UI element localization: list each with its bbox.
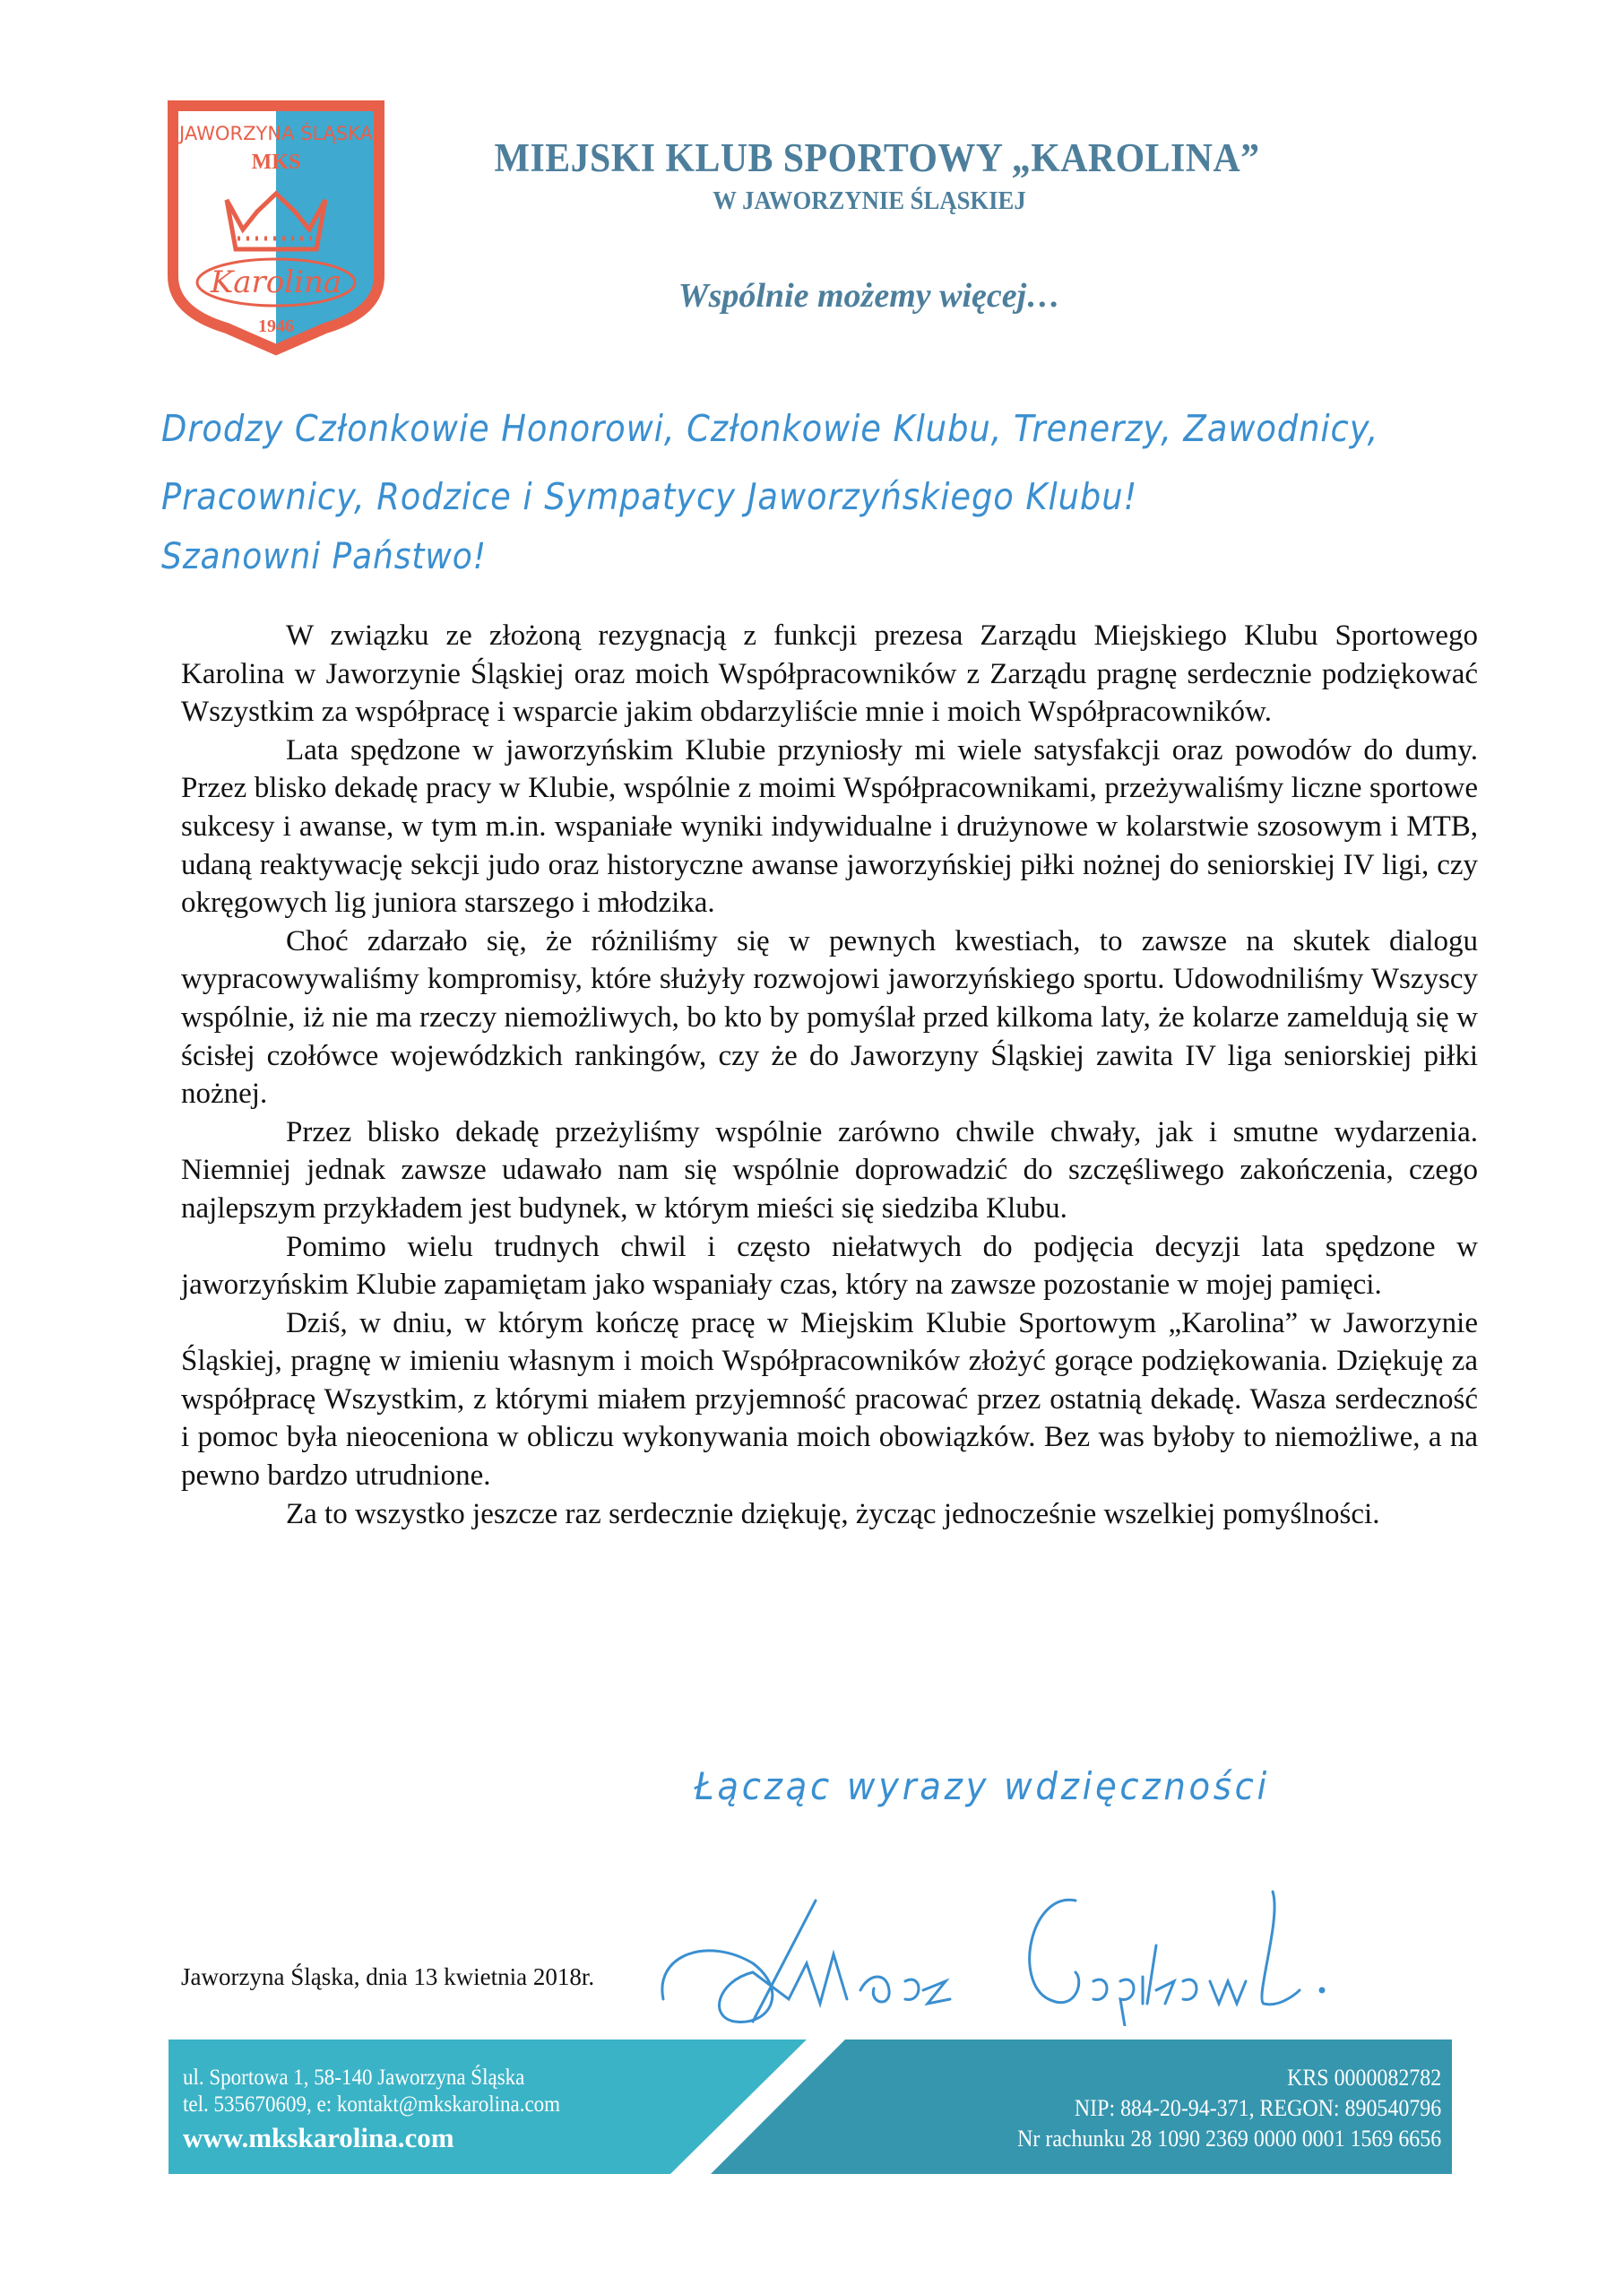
body-paragraph: Dziś, w dniu, w którym kończę pracę w Miejskim Klubie Sportowym „Karolina” w Jaworzynie Śląskiej, pragnę w imieniu własnym i moich Współpracowników złożyć gorące podziękowania. Dziękuję za współpracę Wszystkim, z którymi miałem przyjemność pracować przez ostatnią dekadę. Wasza serdeczność i pomoc była nieoceniona w obliczu wykonywania moich obowiązków. Bez was byłoby to niemożliwe, a na pewno bardzo utrudnione. [181,1306,1478,1493]
club-crest-logo [164,97,388,359]
handwritten-closing: Łącząc wyrazy wdzięczności [695,1764,1270,1808]
footer-address: ul. Sportowa 1, 58-140 Jaworzyna Śląska [183,2066,525,2090]
footer-nip-regon: NIP: 884-20-94-371, REGON: 890540796 [1074,2095,1441,2121]
body-paragraph: Lata spędzone w jaworzyńskim Klubie przyniosły mi wiele satysfakcji oraz powodów do dumy. Przez blisko dekadę pracy w Klubie, wspólnie z moimi Współpracownikami, przeżywaliśmy liczne sportowe sukcesy i awanse, w tym m.in. wspaniałe wyniki indywidualne i drużynowe w kolarstwie szosowym i MTB, udaną reaktywację sekcji judo oraz historyczne awanse jaworzyńskiej piłki nożnej do seniorskiej IV ligi, czy okręgowych lig juniora starszego i młodzika. [181,733,1478,920]
greeting-line: Pracownicy, Rodzice i Sympatycy Jaworzyńskiego Klubu! [161,475,1138,518]
footer-registration-block [980,2063,1441,2154]
body-paragraph: Choć zdarzało się, że różniliśmy się w pewnych kwestiach, to zawsze na skutek dialogu wypracowywaliśmy kompromisy, które służyły rozwojowi jaworzyńskiego sportu. Udowodniliśmy Wszyscy wspólnie, iż nie ma rzeczy niemożliwych, bo kto by pomyślał przed kilkoma laty, że kolarze zameldują się w ścisłej czołówce wojewódzkich rankingów, czy że do Jaworzyny Śląskiej zawita IV liga seniorskiej piłki nożnej. [181,924,1478,1111]
club-name-title: MIEJSKI KLUB SPORTOWY „KAROLINA” [494,135,1260,180]
letter-body [181,617,1478,1533]
greeting-line: Drodzy Członkowie Honorowi, Członkowie Klubu, Trenerzy, Zawodnicy, [161,407,1379,450]
place-and-date: Jaworzyna Śląska, dnia 13 kwietnia 2018r. [181,1963,595,1990]
footer-contact-block [183,2065,593,2156]
footer-account-number: Nr rachunku 28 1090 2369 0000 0001 1569 6656 [1016,2126,1441,2152]
club-motto: Wspólnie możemy więcej… [678,277,1061,315]
body-paragraph: Za to wszystko jeszcze raz serdecznie dziękuję, życząc jednocześnie wszelkiej pomyślności. [286,1497,1380,1530]
footer-krs: KRS 0000082782 [1286,2065,1441,2091]
footer-website-link[interactable]: www.mkskarolina.com [183,2122,454,2153]
crest-year: 1946 [258,316,294,336]
footer-contact[interactable]: tel. 535670609, e: kontakt@mkskarolina.com [183,2092,561,2117]
body-paragraph: Przez blisko dekadę przeżyliśmy wspólnie zarówno chwile chwały, jak i smutne wydarzenia. Niemniej jednak zawsze udawało nam się wspólnie doprowadzić do szczęśliwego zakończenia, czego najlepszym przykładem jest budynek, w którym mieści się siedziba Klubu. [181,1115,1478,1225]
crest-mks-text: MKS [251,151,301,174]
letter-footer [168,2040,1452,2174]
crest-script-name: Karolina [210,264,342,300]
greeting-line: Szanowni Państwo! [161,536,488,577]
crest-top-text: JAWORZYNA ŚLĄSKA [179,123,373,144]
body-paragraph: W związku ze złożoną rezygnacją z funkcji prezesa Zarządu Miejskiego Klubu Sportowego Karolina w Jaworzynie Śląskiej oraz moich Współpracowników z Zarządu pragnę serdecznie podziękować Wszystkim za współpracę i wsparcie jakim obdarzyliście mnie i moich Współpracowników. [181,619,1478,729]
handwritten-greeting [161,385,1452,601]
club-location-subtitle: W JAWORZYNIE ŚLĄSKIEJ [713,186,1026,215]
handwritten-signature [654,1847,1389,2026]
body-paragraph: Pomimo wielu trudnych chwil i często niełatwych do podjęcia decyzji lata spędzone w jaworzyńskim Klubie zapamiętam jako wspaniały czas, który na zawsze pozostanie w mojej pamięci. [181,1230,1478,1302]
